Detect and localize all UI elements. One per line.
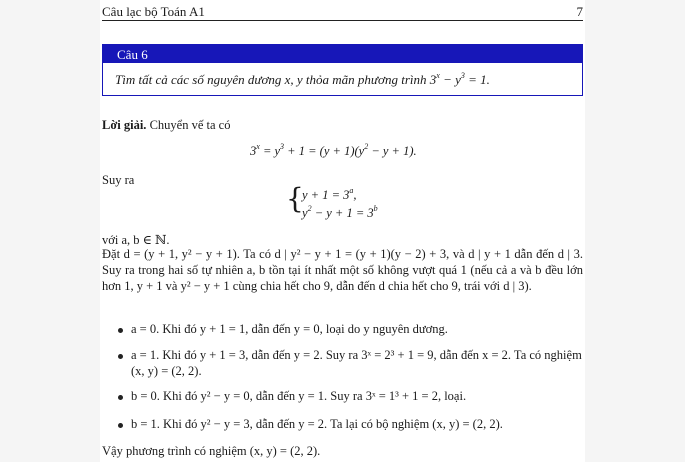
system-line-1: $y + 1 = 3^a$, [302,186,357,202]
problem-label-bar [103,45,582,63]
bullet-marker [118,395,123,400]
header-title: Câu lạc bộ Toán A1 [102,4,205,19]
explanation-paragraph: Đặt d = (y + 1, y² − y + 1). Ta có d | y² − y + 1 = (y + 1)(y − 2) + 3, và d | y + 1 dẫn đến d | 3. Suy ra trong hai số tự nhiên a, b tồn tại ít nhất một số không vượt quá 1 (nếu cả a và b đều lớn hơn 1, y + 1 và y² − y + 1 cùng chia hết cho 9, dẫn đến d chia hết cho 9, trái với d | 3). [102,247,583,293]
solution-heading: Lời giải. [102,118,147,132]
problem-box [102,44,583,96]
suy-ra-text: Suy ra [102,173,135,187]
bullet-marker [118,354,123,359]
problem-label: Câu 6 [117,47,148,62]
intro-text: Chuyển vế ta có [149,118,231,132]
conclusion: Vậy phương trình có nghiệm (x, y) = (2, 2). [102,444,321,458]
case-item: b = 0. Khi đó y² − y = 0, dẫn đến y = 1. Suy ra 3ˣ = 1³ + 1 = 2, loại. [131,389,467,403]
case-item: b = 1. Khi đó y² − y = 3, dẫn đến y = 2. Ta lại có bộ nghiệm (x, y) = (2, 2). [131,417,503,431]
problem-statement [115,72,490,88]
page-number: 7 [576,4,583,19]
problem-statement-text: Tìm tất cả các số nguyên dương x, y thỏa mãn phương trình [115,72,430,87]
document-page [100,0,585,462]
problem-equation: $3^x - y^3 = 1$. [429,71,490,87]
system-line-2: $y^2 - y + 1 = 3^b$ [302,204,378,220]
solution-intro [102,118,230,133]
bullet-marker [118,423,123,428]
case-item: a = 0. Khi đó y + 1 = 1, dẫn đến y = 0, loại do y nguyên dương. [131,322,448,336]
case-item: a = 1. Khi đó y + 1 = 3, dẫn đến y = 2. Suy ra 3ˣ = 2³ + 1 = 9, dẫn đến x = 2. Ta có nghiệm (x, y) = (2, 2). [131,348,582,378]
page-header [102,2,583,21]
equation-1: $3^x = y^3 + 1 = (y + 1)(y^2 - y + 1)$. [250,142,417,158]
header-divider [102,20,583,21]
bullet-marker [118,328,123,333]
with-ab-text: với a, b ∈ ℕ. [102,233,170,247]
system-brace: { [286,182,304,215]
